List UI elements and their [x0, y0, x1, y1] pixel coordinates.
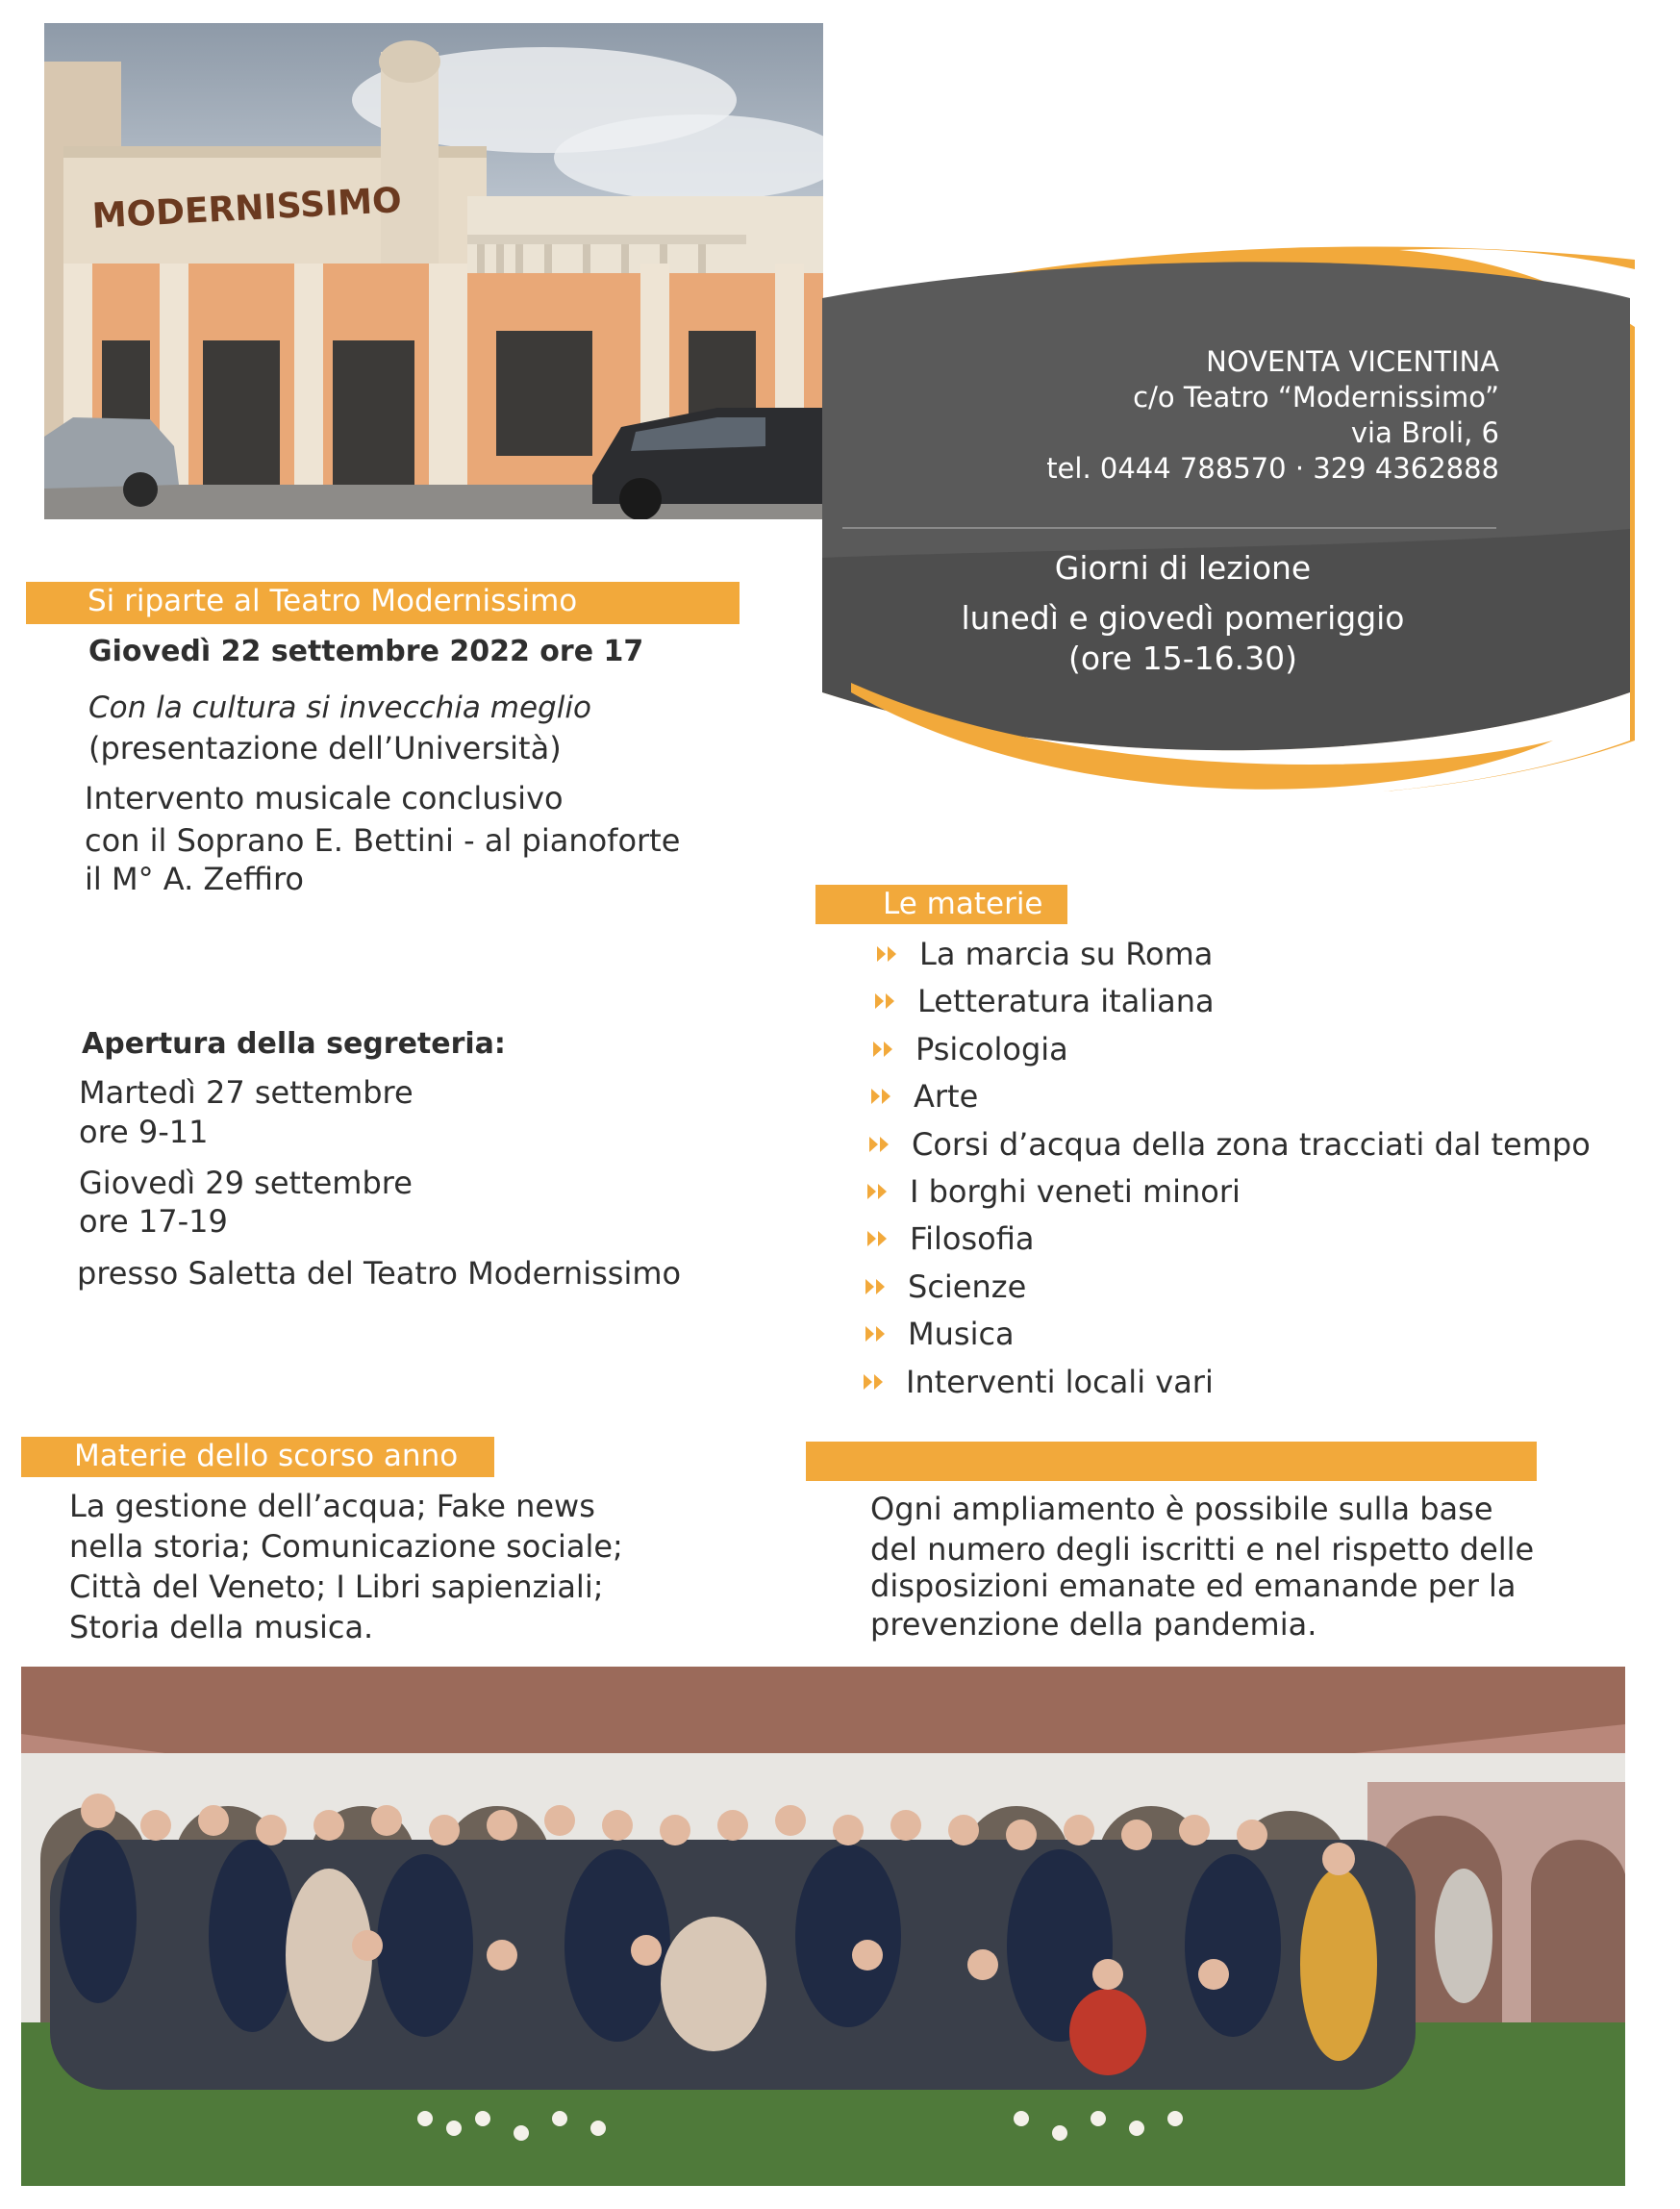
- subjects-heading: Le materie: [815, 885, 1067, 924]
- music-line-3: il M° A. Zeffiro: [85, 861, 304, 897]
- double-arrow-icon: [867, 1231, 894, 1246]
- last-year-line-2: nella storia; Comunicazione sociale;: [69, 1528, 623, 1565]
- theatre-photo: [44, 23, 823, 519]
- restart-motto-note: (presentazione dell’Università): [88, 730, 562, 766]
- office-day-1: Martedì 27 settembre: [79, 1074, 414, 1111]
- double-arrow-icon: [875, 993, 902, 1009]
- music-line-1: Intervento musicale conclusivo: [85, 780, 564, 816]
- contact-oval-graphic: [822, 240, 1635, 817]
- note-line-3: disposizioni emanate ed emanande per la: [870, 1568, 1517, 1604]
- subject-item: [865, 1313, 1587, 1360]
- last-year-line-3: Città del Veneto; I Libri sapienziali;: [69, 1569, 604, 1605]
- double-arrow-icon: [865, 1279, 892, 1294]
- note-line-2: del numero degli iscritti e nel rispetto delle: [870, 1531, 1535, 1568]
- subject-label: I borghi veneti minori: [910, 1172, 1241, 1210]
- subject-item: [867, 1217, 1589, 1265]
- double-arrow-icon: [869, 1137, 896, 1152]
- office-day-2: Giovedì 29 settembre: [79, 1165, 413, 1201]
- subject-item: [869, 1123, 1591, 1170]
- last-year-line-4: Storia della musica.: [69, 1609, 374, 1645]
- subject-item: [867, 1170, 1589, 1217]
- double-arrow-icon: [864, 1374, 890, 1390]
- subject-label: Filosofia: [910, 1220, 1035, 1258]
- double-arrow-icon: [873, 1042, 900, 1057]
- restart-date: Giovedì 22 settembre 2022 ore 17: [88, 635, 644, 668]
- subject-item: [865, 1266, 1587, 1313]
- subject-label: Musica: [908, 1316, 1015, 1353]
- double-arrow-icon: [877, 946, 904, 962]
- last-year-heading: Materie dello scorso anno: [21, 1437, 494, 1477]
- office-place: presso Saletta del Teatro Modernissimo: [77, 1255, 682, 1292]
- subject-label: Letteratura italiana: [917, 983, 1215, 1020]
- double-arrow-icon: [867, 1184, 894, 1199]
- subject-label: Arte: [914, 1078, 979, 1116]
- subject-item: [875, 980, 1596, 1027]
- subject-label: Corsi d’acqua della zona tracciati dal tempo: [912, 1125, 1591, 1163]
- subject-label: Scienze: [908, 1268, 1027, 1305]
- subject-item: [873, 1028, 1594, 1075]
- group-photo: [21, 1667, 1625, 2186]
- office-time-1: ore 9-11: [79, 1114, 209, 1150]
- subject-item: [871, 1075, 1592, 1122]
- office-time-2: ore 17-19: [79, 1203, 228, 1240]
- restart-heading: Si riparte al Teatro Modernissimo: [26, 582, 740, 624]
- note-orange-bar: [806, 1442, 1537, 1481]
- restart-motto: Con la cultura si invecchia meglio: [88, 690, 591, 725]
- subjects-list: [877, 933, 1598, 1408]
- contact-address: via Broli, 6: [1350, 416, 1499, 449]
- contact-venue: c/o Teatro “Modernissimo”: [1133, 381, 1499, 414]
- note-line-4: prevenzione della pandemia.: [870, 1606, 1317, 1643]
- contact-city: NOVENTA VICENTINA: [1206, 345, 1499, 378]
- last-year-line-1: La gestione dell’acqua; Fake news: [69, 1488, 595, 1524]
- theatre-sign: MODERNISSIMO: [90, 181, 403, 237]
- subject-item: [864, 1361, 1585, 1408]
- double-arrow-icon: [871, 1089, 898, 1104]
- music-line-2: con il Soprano E. Bettini - al pianoforte: [85, 822, 681, 859]
- divider-line: [842, 527, 1496, 529]
- lessons-days: lunedì e giovedì pomeriggio: [961, 599, 1405, 637]
- subject-label: Interventi locali vari: [906, 1363, 1214, 1400]
- note-line-1: Ogni ampliamento è possibile sulla base: [870, 1491, 1493, 1527]
- lessons-title: Giorni di lezione: [1054, 549, 1312, 587]
- subject-label: La marcia su Roma: [919, 936, 1214, 972]
- lessons-hours: (ore 15-16.30): [1068, 640, 1297, 677]
- subject-label: Psicologia: [915, 1030, 1068, 1067]
- office-heading: Apertura della segreteria:: [82, 1027, 506, 1061]
- subject-item: [877, 933, 1598, 980]
- double-arrow-icon: [865, 1326, 892, 1342]
- contact-phone: tel. 0444 788570 · 329 4362888: [1046, 452, 1499, 485]
